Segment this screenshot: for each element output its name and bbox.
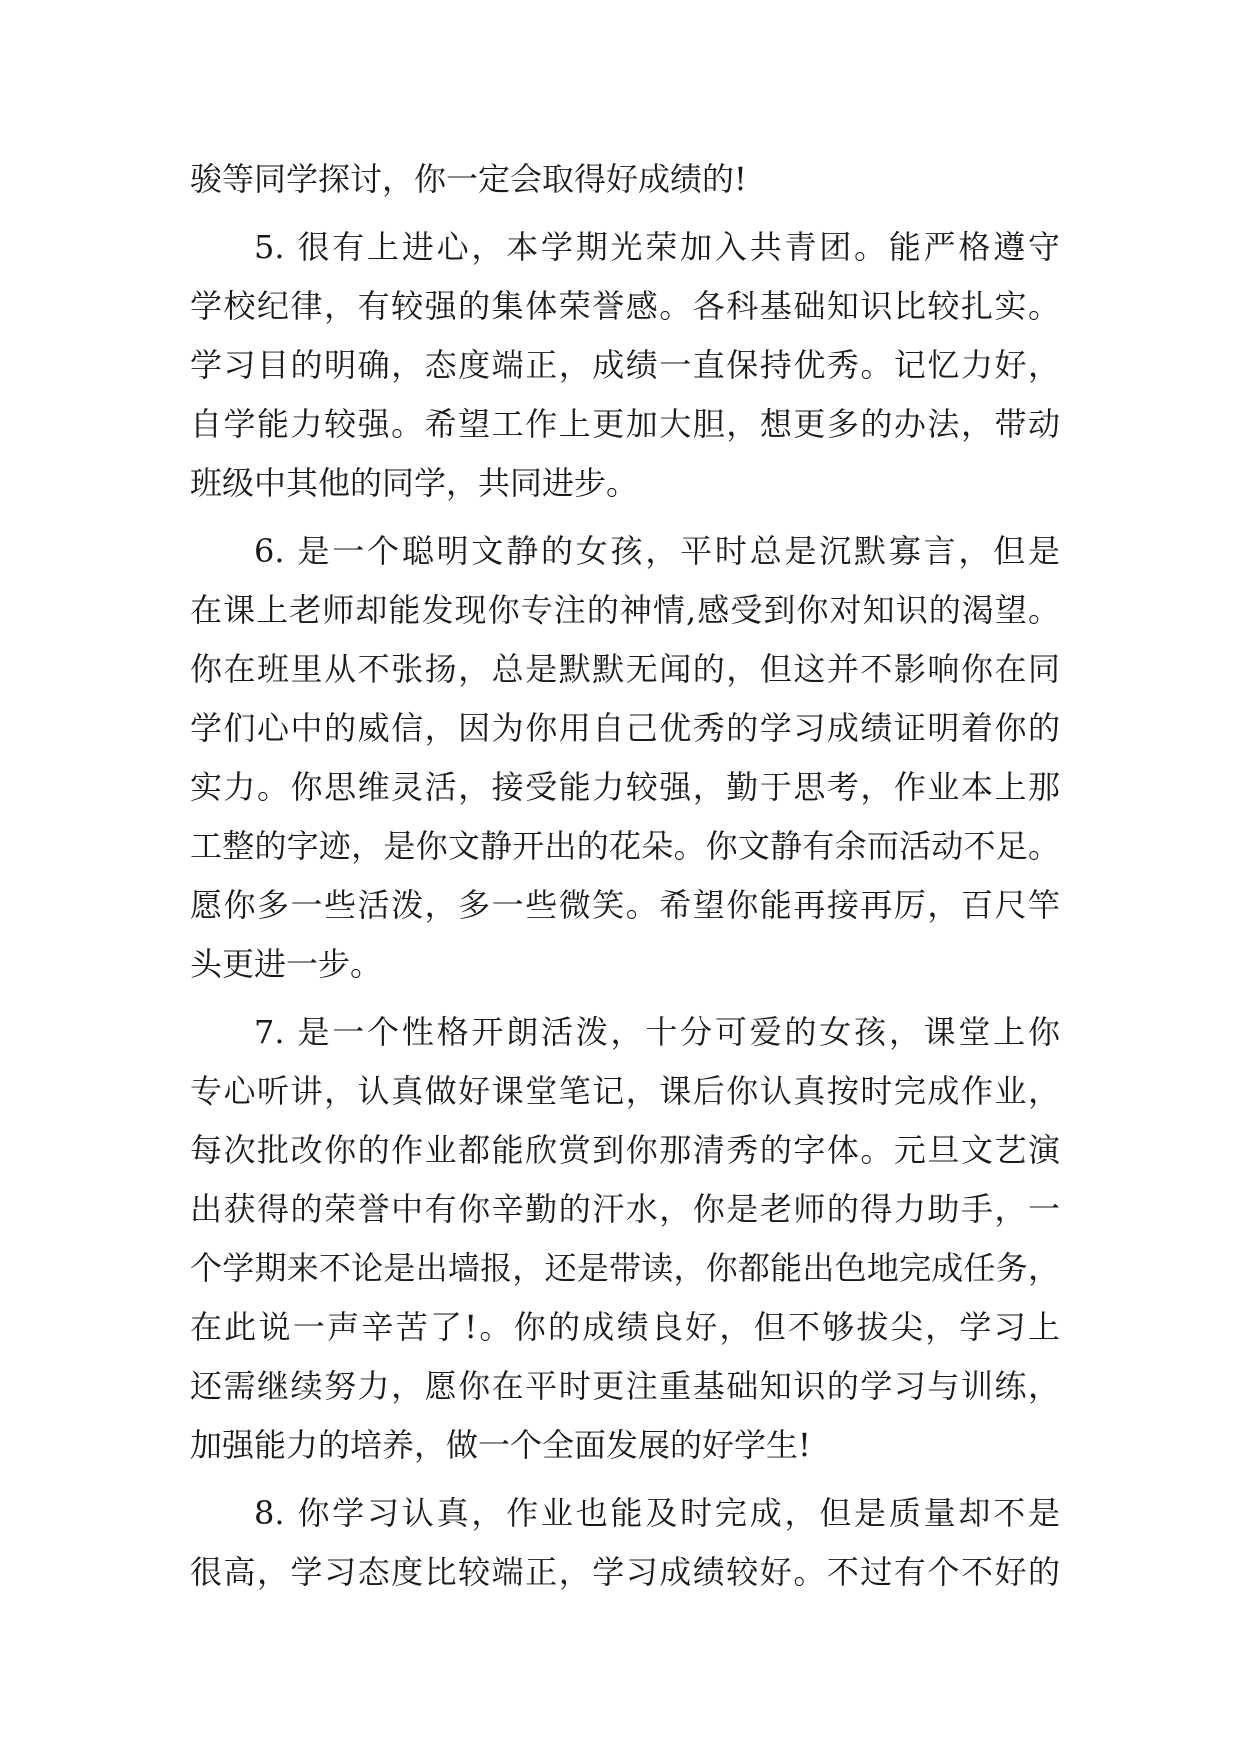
text-line: 每次批改你的作业都能欣赏到你那清秀的字体。元旦文艺演 — [190, 1131, 1060, 1169]
paragraph-6-line-1: 6. 是一个聪明文静的女孩，平时总是沉默寡言，但是 — [254, 532, 1060, 570]
text-line: 出获得的荣誉中有你辛勤的汗水，你是老师的得力助手，一 — [190, 1190, 1060, 1228]
text-line: 工整的字迹，是你文静开出的花朵。你文静有余而活动不足。 — [190, 827, 1060, 865]
text-line: 骏等同学探讨，你一定会取得好成绩的! — [190, 160, 747, 198]
text-line: 很高，学习态度比较端正，学习成绩较好。不过有个不好的 — [190, 1553, 1060, 1591]
text-line: 还需继续努力，愿你在平时更注重基础知识的学习与训练， — [190, 1367, 1060, 1405]
text-line: 班级中其他的同学，共同进步。 — [190, 464, 639, 502]
paragraph-8-line-1: 8. 你学习认真，作业也能及时完成，但是质量却不是 — [254, 1494, 1060, 1532]
text-line: 学习目的明确，态度端正，成绩一直保持优秀。记忆力好， — [190, 346, 1060, 384]
text-line: 个学期来不论是出墙报，还是带读，你都能出色地完成任务， — [190, 1249, 1060, 1287]
text-line: 愿你多一些活泼，多一些微笑。希望你能再接再厉，百尺竿 — [190, 886, 1060, 924]
paragraph-7-line-1: 7. 是一个性格开朗活泼，十分可爱的女孩，课堂上你 — [254, 1013, 1060, 1051]
text-line: 实力。你思维灵活，接受能力较强，勤于思考，作业本上那 — [190, 768, 1060, 806]
text-line: 你在班里从不张扬，总是默默无闻的，但这并不影响你在同 — [190, 650, 1060, 688]
document-body — [190, 150, 1060, 1602]
text-line: 在课上老师却能发现你专注的神情,感受到你对知识的渴望。 — [190, 591, 1060, 629]
text-line: 自学能力较强。希望工作上更加大胆，想更多的办法，带动 — [190, 405, 1060, 443]
text-line: 专心听讲，认真做好课堂笔记，课后你认真按时完成作业， — [190, 1072, 1060, 1110]
text-line: 在此说一声辛苦了!。你的成绩良好，但不够拔尖，学习上 — [190, 1308, 1060, 1346]
text-line: 学校纪律，有较强的集体荣誉感。各科基础知识比较扎实。 — [190, 287, 1060, 325]
paragraph-5-line-1: 5. 很有上进心，本学期光荣加入共青团。能严格遵守 — [254, 228, 1060, 266]
text-line: 加强能力的培养，做一个全面发展的好学生! — [190, 1426, 811, 1464]
text-line: 头更进一步。 — [190, 945, 383, 983]
text-line: 学们心中的威信，因为你用自己优秀的学习成绩证明着你的 — [190, 709, 1060, 747]
